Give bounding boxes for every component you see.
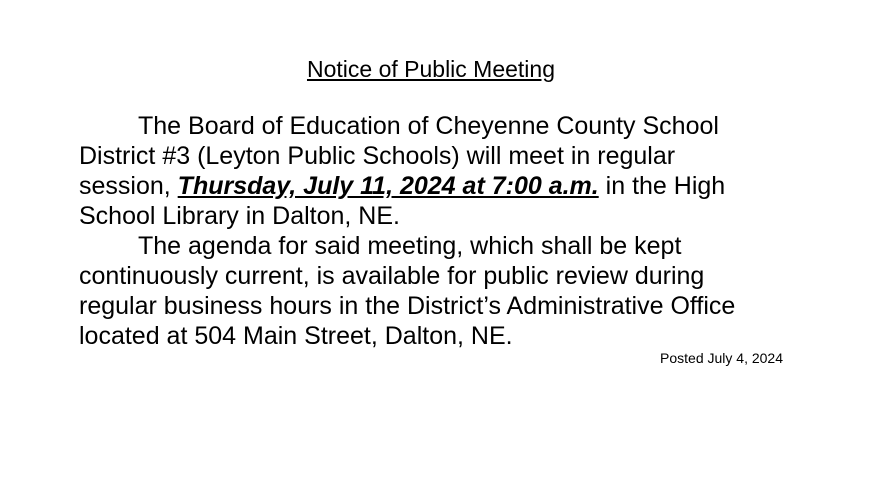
meeting-date-time: Thursday, July 11, 2024 at 7:00 a.m. [177, 172, 599, 200]
posted-date: Posted July 4, 2024 [660, 350, 783, 366]
notice-title: Notice of Public Meeting [306, 56, 555, 82]
paragraph-1-line-1: The Board of Education of Cheyenne County School [138, 112, 719, 140]
paragraph-2-line-4: located at 504 Main Street, Dalton, NE. [79, 322, 513, 350]
paragraph-2-line-2: continuously current, is available for public review during [79, 262, 705, 290]
session-location-text: in the High [598, 172, 726, 200]
paragraph-1-line-4: School Library in Dalton, NE. [79, 202, 400, 230]
paragraph-1-line-3 [79, 171, 779, 201]
paragraph-2-line-3: regular business hours in the District’s Administrative Office [79, 292, 736, 320]
session-prefix-text: session, [79, 172, 178, 200]
notice-body [79, 111, 779, 351]
paragraph-1-line-2: District #3 (Leyton Public Schools) will meet in regular [79, 142, 676, 170]
paragraph-2-line-1: The agenda for said meeting, which shall be kept [138, 232, 682, 260]
